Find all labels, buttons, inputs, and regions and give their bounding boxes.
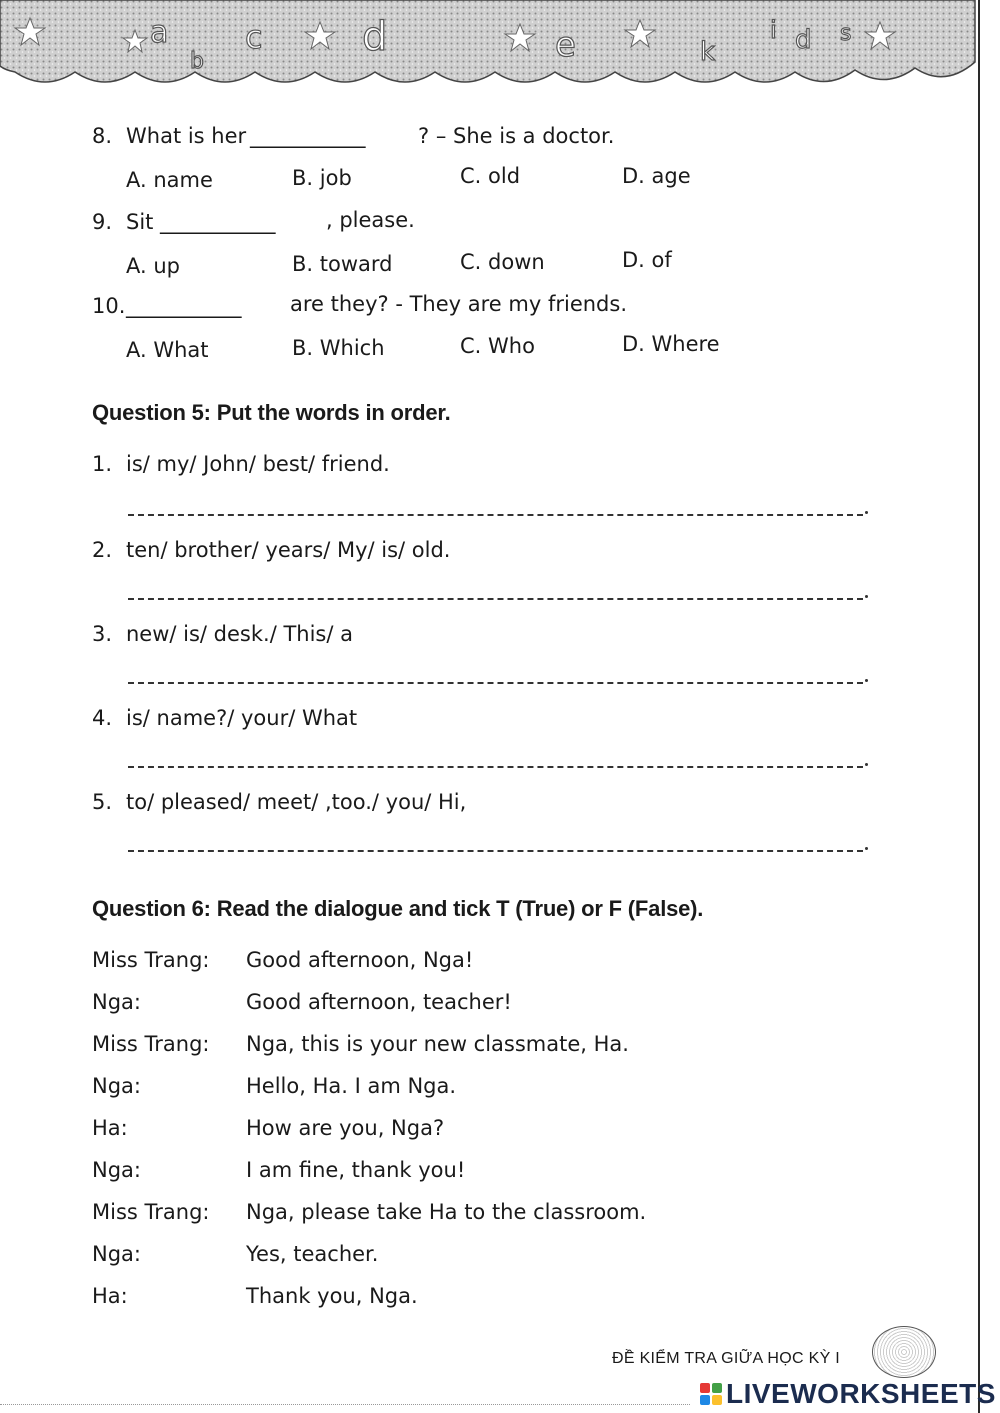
speaker: Miss Trang: [92,948,210,972]
speaker: Miss Trang: [92,1032,210,1056]
scrambled-words: is/ my/ John/ best/ friend. [126,452,390,476]
exam-title: ĐỀ KIỂM TRA GIỮA HỌC KỲ I [612,1350,841,1367]
banner-letter: a [150,15,169,50]
liveworksheets-logo[interactable] [700,1378,996,1410]
dialogue-line: I am fine, thank you! [246,1158,466,1182]
option-b[interactable]: B. job [292,166,352,190]
item-number: 3. [92,622,113,646]
dialogue-line: Thank you, Nga. [246,1284,418,1308]
period-dot [865,679,868,682]
banner-letter: i [770,16,777,44]
item-number: 4. [92,706,113,730]
period-dot [865,847,868,850]
scrambled-words: ten/ brother/ years/ My/ is/ old. [126,538,451,562]
speaker: Ha: [92,1284,128,1308]
option-b[interactable]: B. toward [292,252,393,276]
logo-square [700,1383,710,1393]
banner-letter: s [840,21,852,46]
dialogue-line: Hello, Ha. I am Nga. [246,1074,457,1098]
brand-name: LIVEWORKSHEETS [726,1378,996,1409]
period-dot [865,511,868,514]
item-number: 5. [92,790,113,814]
option-a[interactable]: A. name [126,168,213,192]
bottom-divider [0,1404,690,1405]
option-c[interactable]: C. old [460,164,521,188]
dialogue-line: Nga, please take Ha to the classroom. [246,1200,647,1224]
option-b[interactable]: B. Which [292,336,385,360]
speaker: Nga: [92,1242,141,1266]
answer-blank[interactable]: ___________ [126,294,242,318]
question-number: 9. [92,210,113,234]
logo-mark-icon [700,1383,722,1405]
speaker: Nga: [92,1074,141,1098]
question-6-heading: Question 6: Read the dialogue and tick T (True) or F (False). [92,896,704,921]
period-dot [865,595,868,598]
logo-square [700,1395,710,1405]
question-stem: Sit [126,210,154,234]
answer-line[interactable] [128,514,863,516]
logo-square [712,1383,722,1393]
item-number: 1. [92,452,113,476]
answer-line[interactable] [128,766,863,768]
page-edge-rule [978,0,980,1413]
decorative-banner [0,0,1000,100]
option-d[interactable]: D. of [622,248,672,272]
banner-art [0,0,1000,100]
banner-letter: b [190,49,204,74]
banner-letter: e [555,25,576,65]
question-stem-end: are they? - They are my friends. [290,292,627,316]
question-number: 10. [92,294,126,318]
period-dot [865,763,868,766]
answer-blank[interactable]: ___________ [250,124,366,148]
scrambled-words: to/ pleased/ meet/ ,too./ you/ Hi, [126,790,467,814]
logo-square [712,1395,722,1405]
banner-letter: d [795,25,812,55]
option-a[interactable]: A. What [126,338,209,362]
answer-line[interactable] [128,682,863,684]
question-stem-end: ? – She is a doctor. [418,124,615,148]
question-stem-end: , please. [326,208,415,232]
option-d[interactable]: D. age [622,164,691,188]
banner-letter: d [362,14,388,60]
scrambled-words: is/ name?/ your/ What [126,706,358,730]
dialogue-line: How are you, Nga? [246,1116,445,1140]
option-d[interactable]: D. Where [622,332,720,356]
dialogue-line: Yes, teacher. [246,1242,379,1266]
banner-letter: k [700,37,716,67]
banner-letter: c [245,18,263,56]
speaker: Nga: [92,1158,141,1182]
speaker: Miss Trang: [92,1200,210,1224]
question-stem: What is her [126,124,247,148]
option-c[interactable]: C. Who [460,334,535,358]
dialogue-line: Good afternoon, teacher! [246,990,512,1014]
answer-blank[interactable]: ___________ [160,210,276,234]
question-number: 8. [92,124,113,148]
answer-line[interactable] [128,850,863,852]
item-number: 2. [92,538,113,562]
speaker: Ha: [92,1116,128,1140]
answer-line[interactable] [128,598,863,600]
stamp-icon [872,1326,936,1378]
scrambled-words: new/ is/ desk./ This/ a [126,622,353,646]
dialogue-line: Nga, this is your new classmate, Ha. [246,1032,629,1056]
option-a[interactable]: A. up [126,254,180,278]
speaker: Nga: [92,990,141,1014]
option-c[interactable]: C. down [460,250,545,274]
question-5-heading: Question 5: Put the words in order. [92,400,451,425]
dialogue-line: Good afternoon, Nga! [246,948,474,972]
